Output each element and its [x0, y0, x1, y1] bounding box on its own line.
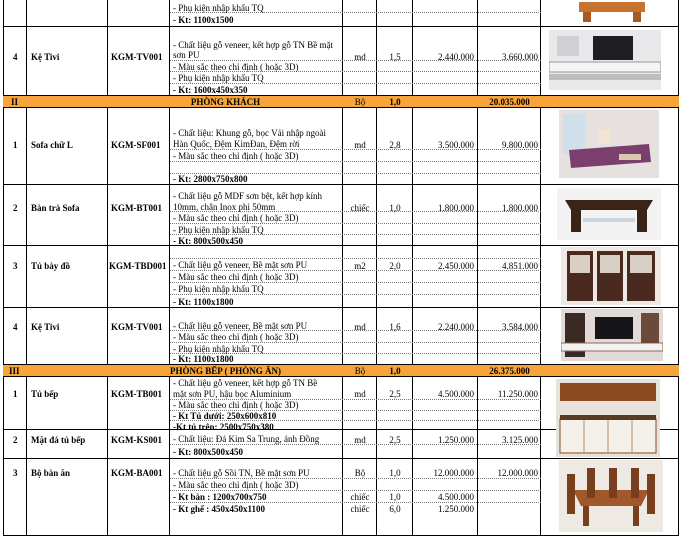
item-qty: 1,6: [389, 322, 401, 332]
spec-size: - Kt: 1100x1500: [173, 15, 234, 25]
sub-unit: chiếc: [350, 492, 370, 502]
item-name: Kệ Tivi: [31, 52, 60, 62]
sub-qty: 1,0: [389, 492, 401, 502]
spec-size: - Kt: 1100x1800: [173, 297, 234, 307]
section-total: 26.375.000: [489, 366, 530, 376]
item-qty: 1,0: [389, 468, 401, 478]
item-code: KGM-TV001: [111, 322, 163, 332]
product-photo-display-cabinet: [561, 247, 661, 305]
item-qty: 1,0: [389, 203, 401, 213]
item-unit: md: [354, 389, 366, 399]
item-total: 12.000.000: [497, 468, 538, 478]
item-price: 1.800.000: [438, 203, 474, 213]
item-name: Tủ bày đồ: [31, 261, 71, 271]
spec-line: - Chất liệu gỗ MDF sơn bệt, kết hợp kính: [173, 191, 323, 201]
item-price: 1.250.000: [438, 435, 474, 445]
item-code: KGM-KS001: [111, 435, 162, 445]
item-total: 3.125.000: [502, 435, 538, 445]
item-unit: chiếc: [350, 203, 370, 213]
spec-size: - Kt: 800x500x450: [173, 447, 243, 457]
item-total: 3.660.000: [502, 52, 538, 62]
spec-line: - Phụ kiện nhập khẩu TQ: [173, 3, 264, 13]
item-name: Bàn trà Sofa: [31, 203, 80, 213]
item-code: KGM-TV001: [111, 52, 163, 62]
item-unit: md: [354, 52, 366, 62]
spec-line: - Chất liệu gỗ veneer, Bề mặt sơn PU: [173, 260, 308, 270]
item-no: 1: [13, 389, 18, 399]
spec-size: -Kt tủ trên: 2500x750x380: [173, 422, 274, 432]
item-name: Mặt đá tủ bếp: [31, 435, 86, 445]
spec-line: - Phụ kiện nhập khẩu TQ: [173, 284, 264, 294]
section-roman: III: [9, 366, 20, 376]
item-no: 2: [13, 203, 18, 213]
spec-size: - Kt ghế : 450x450x1100: [173, 504, 265, 514]
section-row-kitchen: [3, 364, 679, 377]
item-no: 2: [13, 435, 18, 445]
spec-size: - Kt: 2800x750x800: [173, 174, 248, 184]
spec-size: - Kt Tủ dưới: 250x600x810: [173, 411, 277, 421]
spec-line: - Màu sắc theo chỉ định ( hoặc 3D): [173, 400, 299, 410]
item-name: Sofa chữ L: [31, 140, 73, 150]
product-photo-tv-shelf: [549, 30, 661, 90]
item-unit: Bộ: [354, 468, 366, 478]
spec-line: - Chất liệu: Đá Kim Sa Trung, ánh Đồng: [173, 434, 320, 444]
spec-size: - Kt: 1600x450x350: [173, 85, 248, 95]
spec-line: - Chất liệu gỗ Sồi TN, Bề mặt sơn PU: [173, 468, 310, 478]
sub-price: 4.500.000: [438, 492, 474, 502]
item-no: 3: [13, 468, 18, 478]
spec-line: - Màu sắc theo chỉ định ( hoặc 3D): [173, 480, 299, 490]
item-code: KGM-SF001: [111, 140, 161, 150]
item-price: 4.500.000: [438, 389, 474, 399]
item-unit: md: [354, 435, 366, 445]
item-price: 2.440.000: [438, 52, 474, 62]
sub-price: 1.250.000: [438, 504, 474, 514]
spec-line: - Màu sắc theo chỉ định ( hoặc 3D): [173, 151, 299, 161]
item-qty: 2,8: [389, 140, 401, 150]
item-price: 2.240.000: [438, 322, 474, 332]
item-total: 9.800.000: [502, 140, 538, 150]
item-code: KGM-TB001: [111, 389, 162, 399]
product-photo-sofa: [559, 110, 659, 178]
item-price: 2.450.000: [438, 261, 474, 271]
spec-line: - Chất liệu gỗ veneer, kết hợp gỗ TN Bề mặt: [173, 40, 333, 50]
item-total: 11.250.000: [497, 389, 538, 399]
product-photo-dining-set: [559, 460, 663, 532]
item-name: Tủ bếp: [31, 389, 59, 399]
product-photo-desk: [573, 0, 653, 22]
spec-line: - Phụ kiện nhập khẩu TQ: [173, 225, 264, 235]
section-title: PHÒNG BẾP ( PHÒNG ĂN): [170, 366, 281, 376]
item-no: 3: [13, 261, 18, 271]
spec-line: Hàn Quốc, Đệm KimĐan, Đệm rời: [173, 139, 300, 149]
spec-line: - Phụ kiện nhập khẩu TQ: [173, 344, 264, 354]
item-qty: 2,5: [389, 389, 401, 399]
spec-line: - Chất liệu gỗ veneer, Bề mặt sơn PU: [173, 321, 308, 331]
item-total: 3.584.000: [502, 322, 538, 332]
product-photo-coffee-table: [557, 188, 661, 240]
item-unit: m2: [354, 261, 366, 271]
spec-line: - Chất liệu gỗ veneer, kết hợp gỗ TN Bề: [173, 378, 318, 388]
spec-line: - Chất liệu: Khung gỗ, bọc Vải nhập ngoài: [173, 128, 327, 138]
section-unit: Bộ: [354, 366, 366, 376]
spec-line: - Màu sắc theo chỉ định ( hoặc 3D): [173, 213, 299, 223]
item-name: Kệ Tivi: [31, 322, 60, 332]
item-no: 1: [13, 140, 18, 150]
sub-unit: chiếc: [350, 504, 370, 514]
section-unit: Bộ: [354, 97, 366, 107]
product-photo-tv-shelf-2: [561, 309, 663, 361]
item-total: 4.851.000: [502, 261, 538, 271]
item-code: KGM-TBD001: [109, 261, 167, 271]
product-photo-kitchen-cabinet: [556, 379, 660, 457]
item-unit: md: [354, 140, 366, 150]
item-no: 4: [13, 52, 18, 62]
item-qty: 2,5: [389, 435, 401, 445]
section-title: PHÒNG KHÁCH: [190, 97, 261, 107]
spec-line: sơn PU: [173, 50, 200, 60]
item-no: 4: [13, 322, 18, 332]
spec-size: - Kt: 800x500x450: [173, 236, 243, 246]
item-code: KGM-BT001: [111, 203, 162, 213]
spec-line: - Phụ kiện nhập khẩu TQ: [173, 73, 264, 83]
spec-size: - Kt: 1100x1800: [173, 354, 234, 364]
spec-line: - Màu sắc theo chỉ định ( hoặc 3D): [173, 272, 299, 282]
item-name: Bộ bàn ăn: [31, 468, 71, 478]
spec-line: - Màu sắc theo chỉ định ( hoặc 3D): [173, 62, 299, 72]
item-price: 3.500.000: [438, 140, 474, 150]
spec-line: 10mm, chân Inox phi 50mm: [173, 202, 276, 212]
spec-line: - Màu sắc theo chỉ định ( hoặc 3D): [173, 332, 299, 342]
item-unit: md: [354, 322, 366, 332]
item-price: 12.000.000: [433, 468, 474, 478]
spec-line: mặt sơn PU, hậu bọc Aluminium: [173, 389, 292, 399]
item-total: 1.800.000: [502, 203, 538, 213]
item-qty: 2,0: [389, 261, 401, 271]
section-qty: 1,0: [389, 97, 401, 107]
item-qty: 1,5: [389, 52, 401, 62]
section-roman: II: [11, 97, 19, 107]
sub-qty: 6,0: [389, 504, 401, 514]
item-code: KGM-BA001: [111, 468, 163, 478]
quotation-sheet: [3, 0, 679, 536]
spec-size: - Kt bàn : 1200x700x750: [173, 492, 267, 502]
section-row-living-room: [3, 95, 679, 108]
section-qty: 1,0: [389, 366, 401, 376]
section-total: 20.035.000: [489, 97, 530, 107]
